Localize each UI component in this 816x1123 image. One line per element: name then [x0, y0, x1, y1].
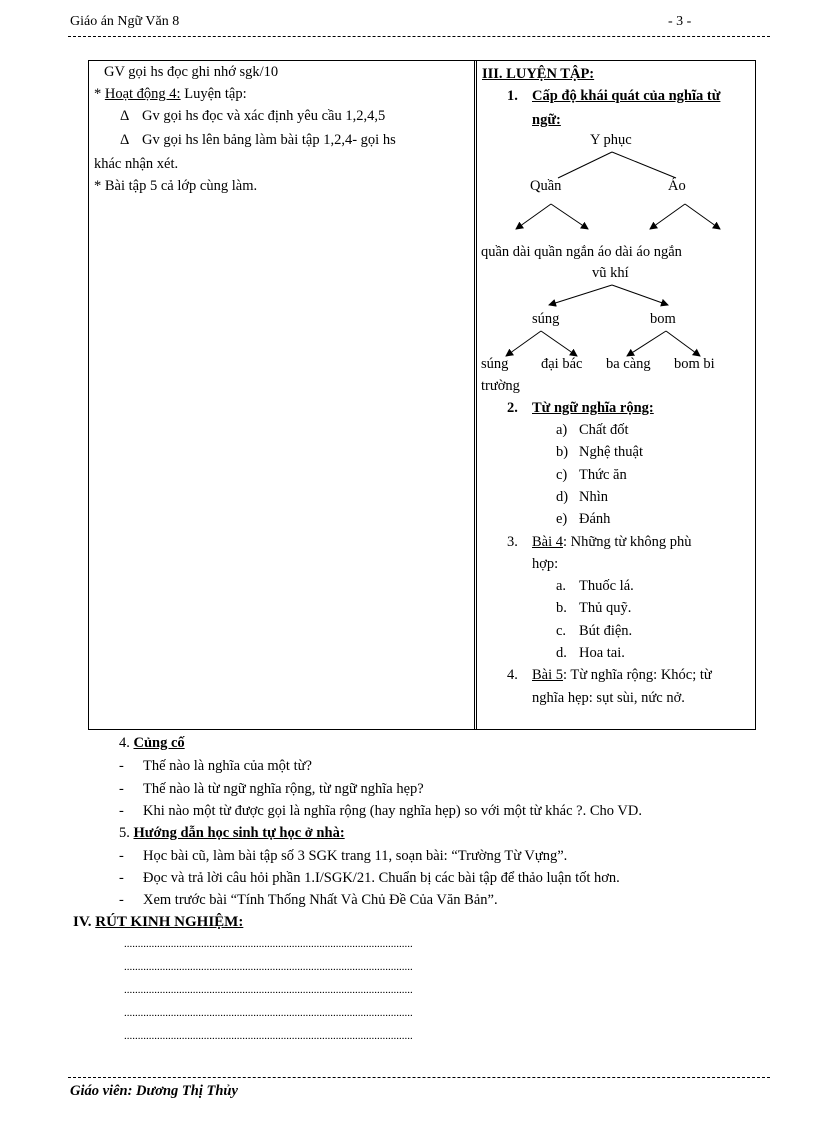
s4-line-b: nghĩa hẹp: sụt sùi, nức nở.: [532, 690, 685, 706]
header-title: Giáo án Ngữ Văn 8: [70, 14, 180, 29]
tree1-arrow-ao-dai: [650, 204, 685, 229]
s3-number: 3.: [507, 534, 518, 550]
s2-val-c: Thức ăn: [579, 467, 627, 483]
cungco-item2: Thế nào là từ ngữ nghĩa rộng, từ ngữ nghĩa hẹp?: [143, 781, 424, 797]
dash-icon: -: [119, 781, 124, 797]
tree1-branch-left: [558, 152, 612, 178]
section-practice-title: III. LUYỆN TẬP:: [482, 66, 595, 82]
tree2-leaf4: bom bi: [674, 356, 715, 372]
s3-line-b: hợp:: [532, 556, 559, 572]
left-item3: * Bài tập 5 cả lớp cùng làm.: [94, 178, 258, 194]
bullet-icon: Δ: [120, 108, 130, 124]
left-item2b: khác nhận xét.: [94, 156, 179, 172]
tree2-leaf1b: trường: [481, 378, 520, 394]
s2-key-c: c): [556, 467, 568, 483]
s3-val-b: Thủ quỹ.: [579, 600, 632, 616]
tree1-root: Y phục: [590, 132, 632, 148]
dash-icon: -: [119, 892, 124, 908]
huongdan-item1: Học bài cũ, làm bài tập số 3 SGK trang 11, soạn bài: “Trường Từ Vựng”.: [143, 848, 568, 864]
tree1-arrow-quan-dai: [516, 204, 551, 229]
tree2-root: vũ khí: [592, 265, 629, 281]
s2-number: 2.: [507, 400, 518, 416]
tree2-leaf1a: súng: [481, 356, 509, 372]
tree2-arrow-ba-cang: [627, 331, 666, 356]
page-number: - 3 -: [668, 14, 692, 29]
s2-val-b: Nghệ thuật: [579, 444, 644, 460]
s3-val-a: Thuốc lá.: [579, 578, 634, 594]
tree2-arrow-bom-bi: [666, 331, 700, 356]
cungco-heading: 4. Củng cố: [119, 735, 185, 751]
s2-key-b: b): [556, 444, 569, 460]
s1-number: 1.: [507, 88, 518, 104]
s3-val-c: Bút điện.: [579, 623, 633, 639]
dash-icon: -: [119, 758, 124, 774]
s2-val-d: Nhìn: [579, 489, 608, 505]
footer-teacher: Giáo viên: Dương Thị Thủy: [70, 1083, 238, 1099]
tree2-arrow-sung: [549, 285, 612, 305]
bullet-icon: Δ: [120, 132, 130, 148]
huongdan-item2: Đọc và trả lời câu hỏi phần 1.I/SGK/21. Chuẩn bị các bài tập để thảo luận tốt hơn.: [143, 870, 620, 886]
cungco-item1: Thế nào là nghĩa của một từ?: [143, 758, 312, 774]
s4-number: 4.: [507, 667, 518, 683]
s1-title-a: Cấp độ khái quát của nghĩa từ: [532, 88, 721, 104]
footer-divider: [68, 1077, 770, 1078]
tree1-right: Áo: [668, 178, 686, 194]
tree2-arrow-dai-bac: [541, 331, 577, 356]
tree2-leaf2: đại bác: [541, 356, 583, 372]
s2-key-d: d): [556, 489, 569, 505]
s4-line: Bài 5: Từ nghĩa rộng: Khóc; từ: [532, 667, 712, 683]
s2-val-e: Đánh: [579, 511, 611, 527]
left-item1: Gv gọi hs đọc và xác định yêu cầu 1,2,4,5: [142, 108, 386, 124]
tree2-right: bom: [650, 311, 676, 327]
rkn-line-3: .........................................................................................................: [124, 984, 413, 996]
rkn-line-2: .........................................................................................................: [124, 961, 413, 973]
tree1-arrow-quan-ngan: [551, 204, 588, 229]
s2-key-a: a): [556, 422, 568, 438]
rkn-heading: IV. RÚT KINH NGHIỆM:: [73, 914, 244, 930]
left-item2a: Gv gọi hs lên bảng làm bài tập 1,2,4- gọi hs: [142, 132, 396, 148]
tree1-branch-right: [612, 152, 676, 178]
tree2-arrow-sung-truong: [506, 331, 541, 356]
huongdan-heading: 5. Hướng dẫn học sinh tự học ở nhà:: [119, 825, 345, 841]
s3-line: Bài 4: Những từ không phù: [532, 534, 692, 550]
rkn-line-1: .........................................................................................................: [124, 938, 413, 950]
s3-key-b: b.: [556, 600, 567, 616]
s2-key-e: e): [556, 511, 568, 527]
tree2-leaf3: ba càng: [606, 356, 651, 372]
s3-key-d: d.: [556, 645, 567, 661]
tree1-arrow-ao-ngan: [685, 204, 720, 229]
tree2-left: súng: [532, 311, 560, 327]
dash-icon: -: [119, 803, 124, 819]
activity4-heading: * Hoạt động 4: Luyện tập:: [94, 86, 247, 102]
tree2-arrow-bom: [612, 285, 668, 305]
dash-icon: -: [119, 870, 124, 886]
s2-val-a: Chất đốt: [579, 422, 629, 438]
s3-key-c: c.: [556, 623, 567, 639]
left-line1: GV gọi hs đọc ghi nhớ sgk/10: [104, 64, 279, 80]
rkn-line-4: .........................................................................................................: [124, 1007, 413, 1019]
huongdan-item3: Xem trước bài “Tính Thống Nhất Và Chủ Đề Của Văn Bản”.: [143, 892, 498, 908]
tree1-leaves: quần dài quần ngắn áo dài áo ngắn: [481, 244, 682, 260]
s3-val-d: Hoa tai.: [579, 645, 625, 661]
s1-title-b: ngữ:: [532, 112, 561, 128]
rkn-line-5: .........................................................................................................: [124, 1030, 413, 1042]
s3-key-a: a.: [556, 578, 567, 594]
dash-icon: -: [119, 848, 124, 864]
tree1-left: Quần: [530, 178, 562, 194]
cungco-item3: Khi nào một từ được gọi là nghĩa rộng (hay nghĩa hẹp) so với một từ khác ?. Cho VD.: [143, 803, 642, 819]
s2-title: Từ ngữ nghĩa rộng:: [532, 400, 654, 416]
